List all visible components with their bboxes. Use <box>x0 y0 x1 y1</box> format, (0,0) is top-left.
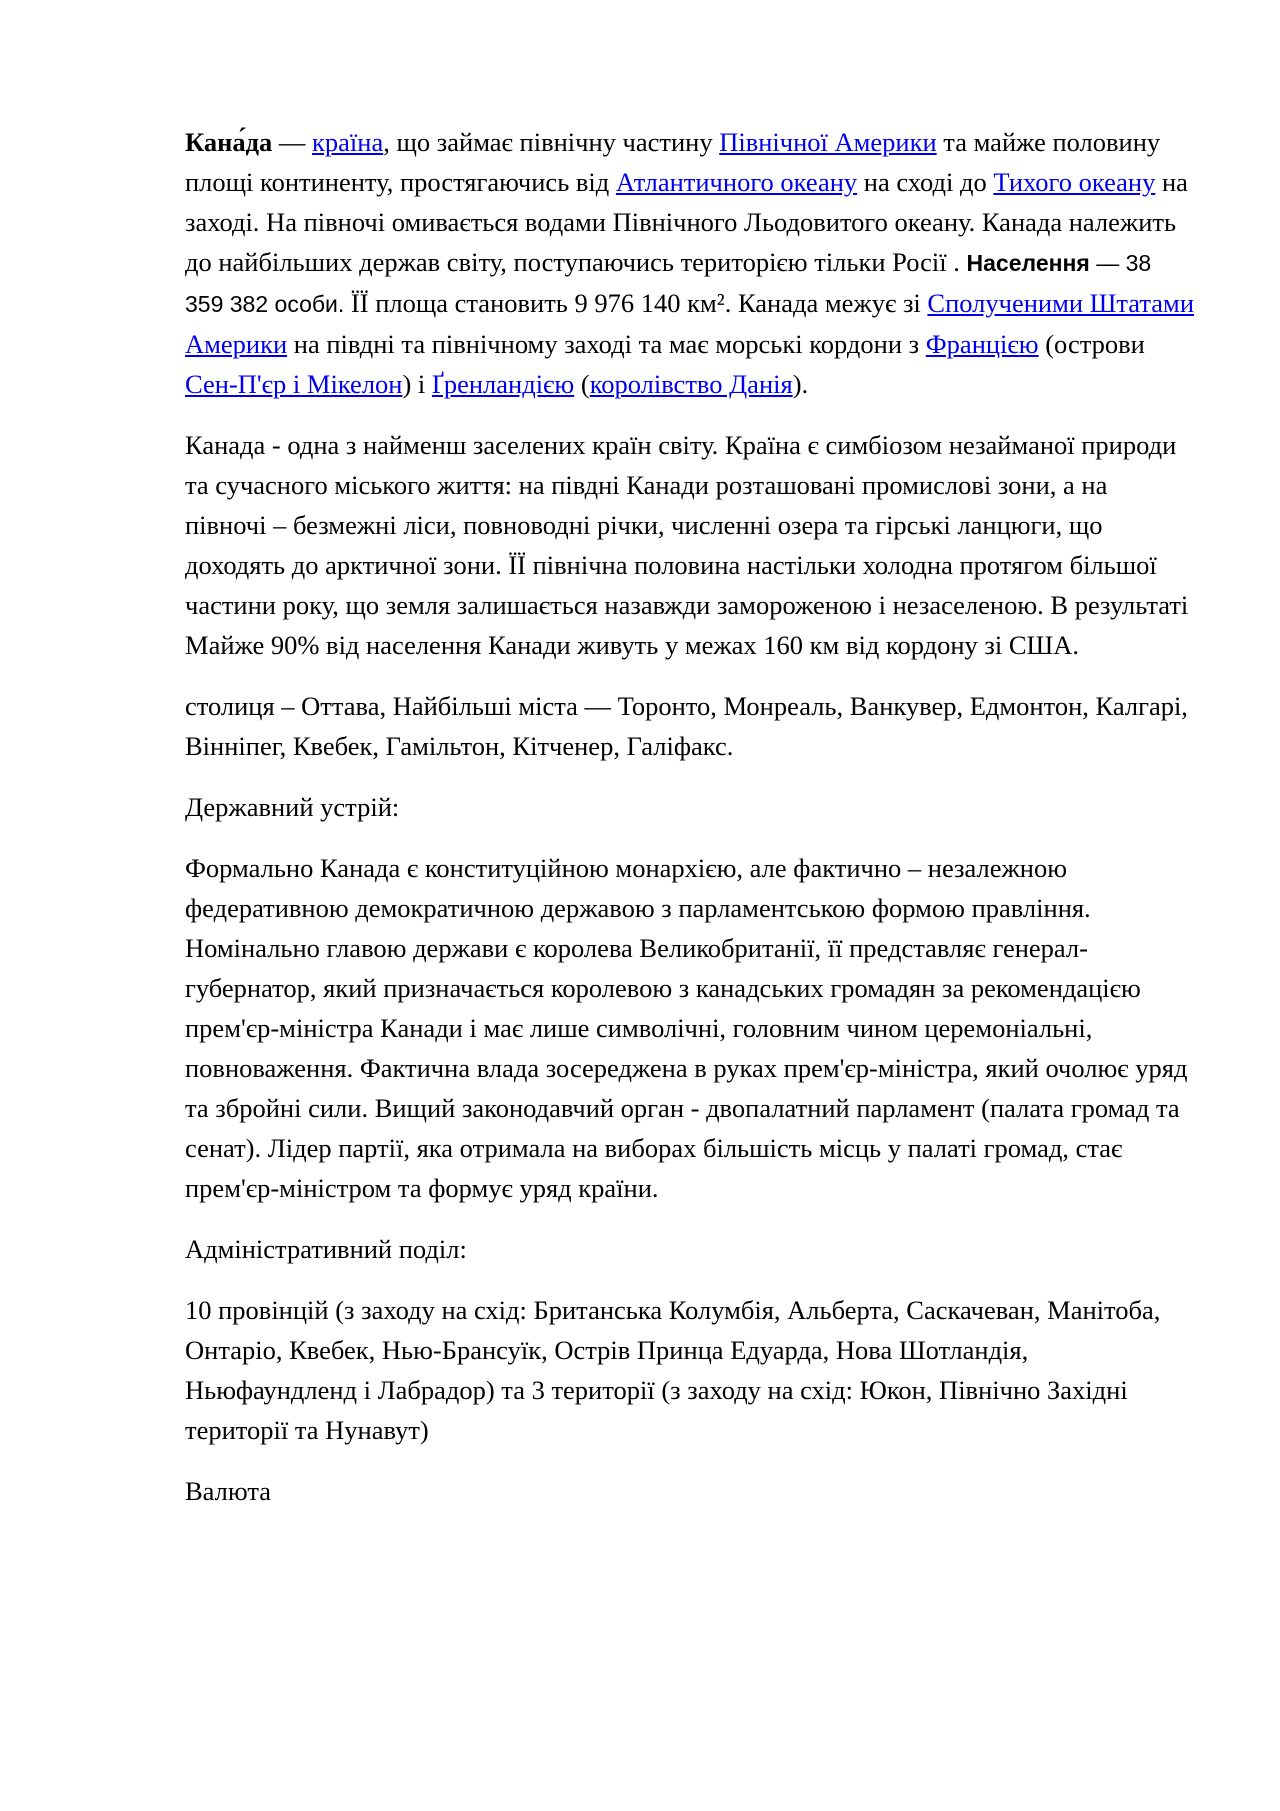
link-atlantic-ocean[interactable]: Атлантичного океану <box>615 167 858 197</box>
currency-heading: Валюта <box>185 1476 272 1506</box>
government-heading: Державний устрій: <box>185 792 400 822</box>
admin-heading: Адміністративний поділ: <box>185 1234 467 1264</box>
intro-text: ) і <box>402 369 432 399</box>
document-page <box>185 122 1195 1532</box>
intro-text: на заході. На півночі омивається водами Північного Льодовитого океану. Канада належить до найбільших держав світу, поступаючись територією тільки Росії . <box>185 167 1188 277</box>
population-label: Населення <box>966 250 1090 276</box>
link-country[interactable]: країна <box>312 127 384 157</box>
government-paragraph: Формально Канада є конституційною монархією, але фактично – незалежною федеративною демократичною державою з парламентською формою правління. Номінально главою держави є королева Великобританії, її представляє генерал-губернатор, який призначається королевою з канадських громадян за рекомендацією прем'єр-міністра Канади і має лише символічні, головним чином церемоніальні, повноваження. Фактична влада зосереджена в руках прем'єр-міністра, який очолює уряд та збройні сили. Вищий законодавчий орган - двопалатний парламент (палата громад та сенат). Лідер партії, яка отримала на виборах більшість місць у палаті громад, стає прем'єр-міністром та формує уряд країни. <box>185 853 1188 1203</box>
intro-text: (острови <box>1038 329 1145 359</box>
link-pacific-ocean[interactable]: Тихого океану <box>993 167 1156 197</box>
link-north-america[interactable]: Північної Америки <box>719 127 937 157</box>
intro-text: на сході до <box>857 167 994 197</box>
link-saint-pierre-miquelon[interactable]: Сен-П'єр і Мікелон <box>185 369 403 399</box>
link-usa[interactable]: Сполученими Штатами Америки <box>185 288 1194 359</box>
title-term: Кана́да <box>185 127 273 157</box>
intro-text: , що займає північну частину <box>383 127 720 157</box>
intro-paragraph <box>185 122 1195 404</box>
nature-paragraph: Канада - одна з найменш заселених країн світу. Країна є симбіозом незайманої природи та сучасного міського життя: на півдні Канади розташовані промислові зони, а на півночі – безмежні ліси, повноводні річки, численні озера та гірські ланцюги, що доходять до арктичної зони. ЇЇ північна половина настільки холодна протягом більшої частини року, що земля залишається назавжди замороженою і незаселеною. В результаті Майже 90% від населення Канади живуть у межах 160 км від кордону зі США. <box>185 430 1189 660</box>
cities-paragraph: столиця – Оттава, Найбільші міста — Торонто, Монреаль, Ванкувер, Едмонтон, Калгарі, Вінніпег, Квебек, Гамільтон, Кітченер, Галіфакс. <box>185 691 1188 761</box>
intro-text: — <box>272 127 313 157</box>
link-france[interactable]: Францією <box>925 329 1039 359</box>
intro-text: на півдні та північному заході та має морські кордони з <box>287 329 926 359</box>
intro-text: ЇЇ площа становить 9 976 140 км². Канада межує зі <box>344 288 928 318</box>
intro-text: та майже половину площі континенту, простягаючись від <box>185 127 1161 197</box>
link-greenland[interactable]: Ґренландією <box>431 369 575 399</box>
intro-text: ( <box>574 369 590 399</box>
intro-text: ). <box>792 369 809 399</box>
admin-paragraph: 10 провінцій (з заходу на схід: Британська Колумбія, Альберта, Саскачеван, Манітоба, Онтаріо, Квебек, Нью-Брансуїк, Острів Принца Едуарда, Нова Шотландія, Ньюфаундленд і Лабрадор) та 3 території (з заходу на схід: Юкон, Північно Західні території та Нунавут) <box>185 1295 1161 1445</box>
link-denmark[interactable]: королівство Данія <box>589 369 793 399</box>
population-value: — 38 359 382 особи. <box>185 250 1152 317</box>
